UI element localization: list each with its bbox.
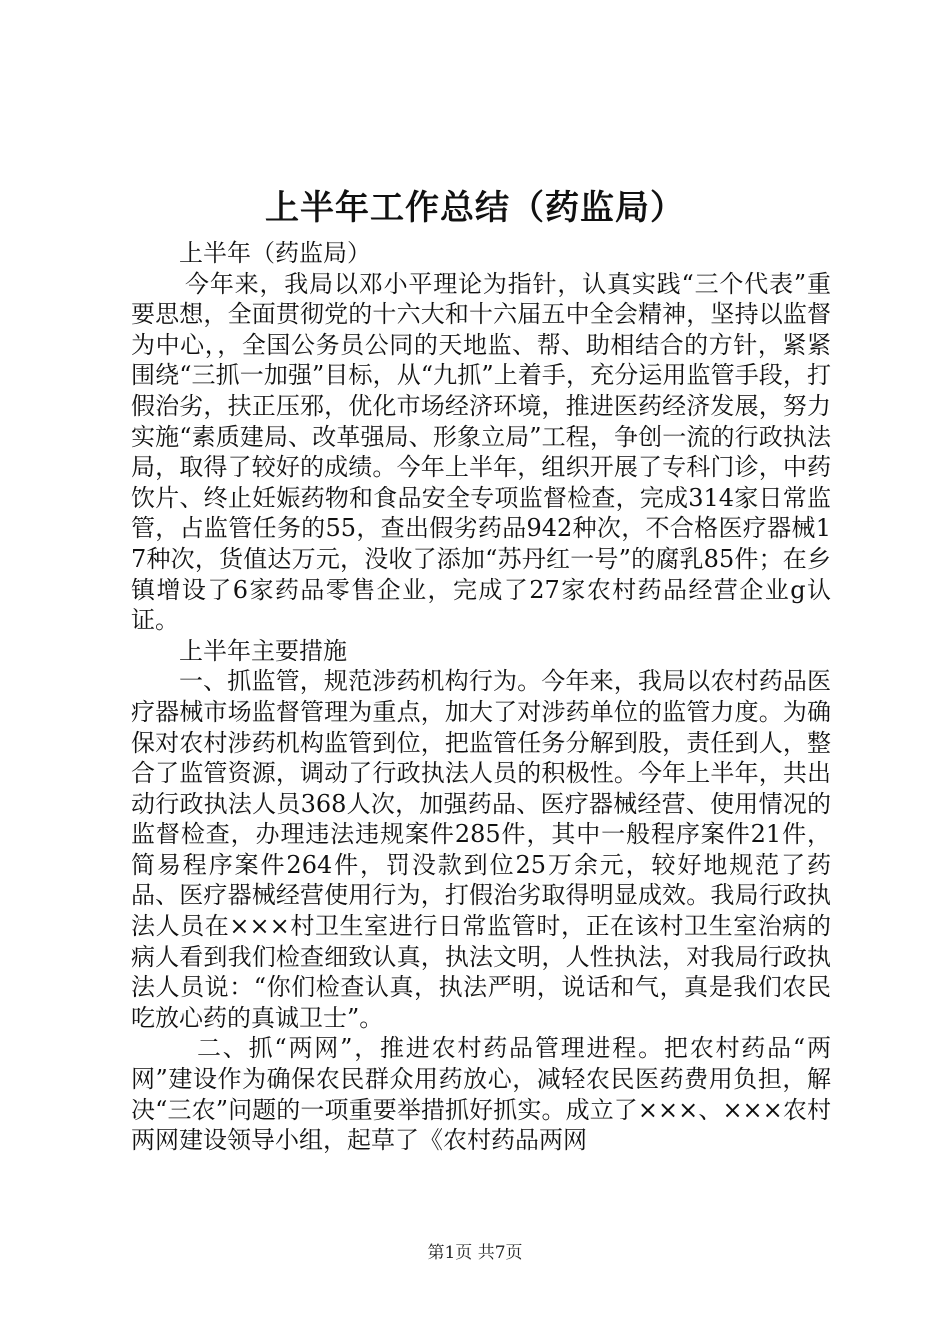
measure-one-paragraph: 一、抓监管，规范涉药机构行为。今年来，我局以农村药品医疗器械市场监督管理为重点，加大了对涉药单位的监管力度。为确保对农村涉药机构监管到位，把监管任务分解到股，责任到人，整合了监管资源，调动了行政执法人员的积极性。今年上半年，共出动行政执法人员368人次，加强药品、医疗器械经营、使用情况的监督检查，办理违法违规案件285件，其中一般程序案件21件，简易程序案件264件，罚没款到位25万余元，较好地规范了药品、医疗器械经营使用行为，打假治劣取得明显成效。我局行政执法人员在×××村卫生室进行日常监管时，正在该村卫生室治病的病人看到我们检查细致认真，执法文明，人性执法，对我局行政执法人员说：“你们检查认真，执法严明，说话和气，真是我们农民吃放心药的真诚卫士”。 <box>131 667 831 1032</box>
document-body <box>131 238 831 1156</box>
subtitle-paragraph: 上半年（药监局） <box>179 239 371 267</box>
measures-heading: 上半年主要措施 <box>179 636 347 665</box>
page-number-footer: 第1页 共7页 <box>427 1243 523 1263</box>
document-title: 上半年工作总结（药监局） <box>265 188 685 228</box>
measure-two-paragraph: 二、抓“两网”，推进农村药品管理进程。把农村药品“两网”建设作为确保农民群众用药放心，减轻农民医药费用负担，解决“三农”问题的一项重要举措抓好抓实。成立了×××、×××农村两网建设领导小组，起草了《农村药品两网 <box>131 1034 831 1155</box>
summary-paragraph: 今年来，我局以邓小平理论为指针，认真实践“三个代表”重要思想，全面贯彻党的十六大和十六届五中全会精神，坚持以监督为中心，，全国公务员公同的天地监、帮、助相结合的方针，紧紧围绕“三抓一加强”目标，从“九抓”上着手，充分运用监管手段，打假治劣，扶正压邪，优化市场经济环境，推进医药经济发展，努力实施“素质建局、改革强局、形象立局”工程，争创一流的行政执法局，取得了较好的成绩。今年上半年，组织开展了专科门诊，中药饮片、终止妊娠药物和食品安全专项监督检查，完成314家日常监管，占监管任务的55，查出假劣药品942种次，不合格医疗器械17种次，货值达万元，没收了添加“苏丹红一号”的腐乳85件；在乡镇增设了6家药品零售企业，完成了27家农村药品经营企业g认证。 <box>131 269 831 635</box>
